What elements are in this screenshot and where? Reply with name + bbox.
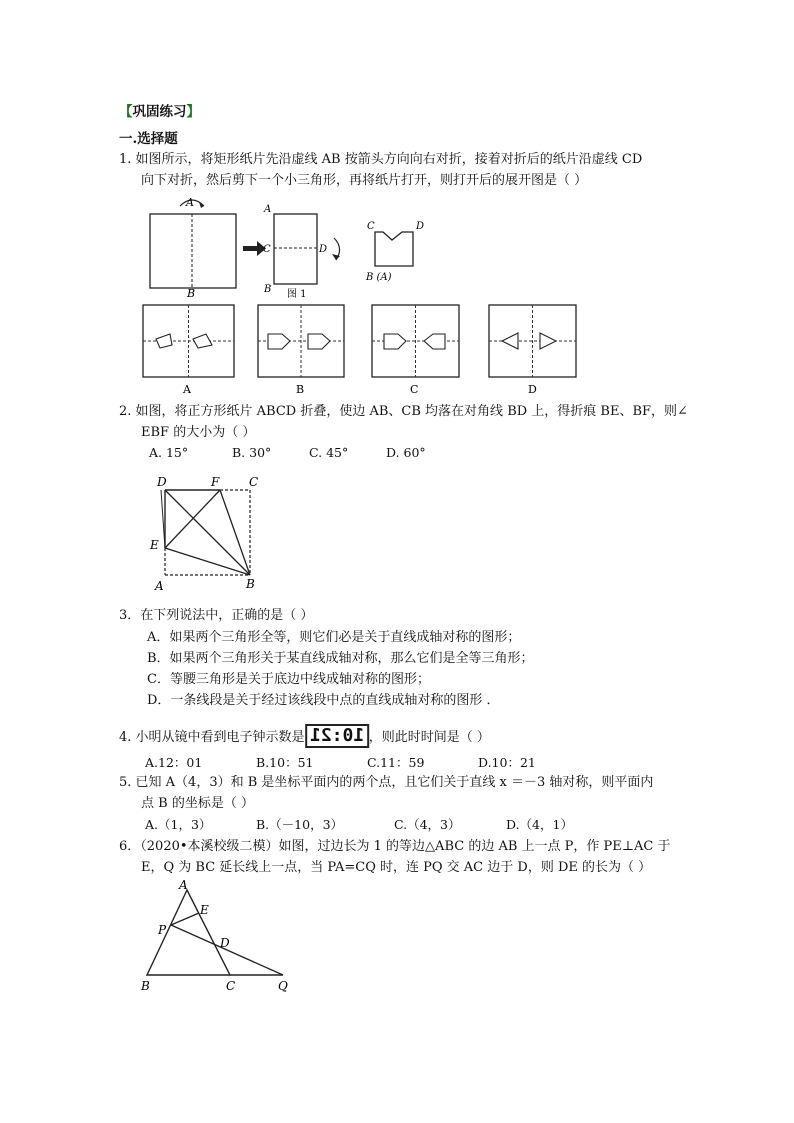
q2-option-b[interactable]: B. 30°	[232, 445, 272, 460]
q6-label-b: B	[141, 979, 150, 993]
q1-label-c3: C	[367, 221, 375, 232]
q3-stem: 3．在下列说法中，正确的是（ ）	[119, 608, 314, 623]
q5-line2: 点 B 的坐标是（ ）	[141, 796, 254, 811]
q1-half-rect	[274, 214, 317, 284]
q1-options-figure	[140, 300, 585, 400]
q1-option-label-a: A	[183, 383, 191, 396]
q6-label-p: P	[158, 923, 167, 937]
q2-option-d[interactable]: D. 60°	[386, 445, 426, 460]
q1-option-d[interactable]	[489, 305, 576, 377]
section-title	[119, 103, 200, 121]
q1-right-arrow-shaft	[243, 246, 257, 251]
q1-line1: 1. 如图所示，将矩形纸片先沿虚线 AB 按箭头方向向右对折，接着对折后的纸片沿虚线 CD	[119, 152, 643, 167]
q4-stem-before: 4. 小明从镜中看到电子钟示数是	[119, 730, 305, 745]
section-title-bracket-open: 【	[119, 104, 133, 120]
q4-option-b[interactable]: B.10：51	[256, 755, 314, 770]
q1-label-c2: C	[263, 244, 271, 255]
q1-cut-piece	[375, 232, 413, 266]
q1-option-label-d: D	[528, 383, 537, 396]
q5-option-c[interactable]: C.（4，3）	[394, 817, 461, 832]
section-title-text: 巩固练习	[132, 104, 187, 120]
part-heading: 一.选择题	[119, 131, 178, 147]
q1-option-c[interactable]	[372, 305, 459, 377]
q6-label-q: Q	[278, 979, 288, 993]
q1-label-a1: A	[186, 196, 194, 209]
q6-line2: E，Q 为 BC 延长线上一点，当 PA=CQ 时，连 PQ 交 AC 边于 D，则 DE 的长为（ ）	[141, 860, 652, 875]
q1-label-d3: D	[416, 221, 425, 232]
q1-label-ba: B (A)	[366, 272, 392, 283]
q1-option-a[interactable]	[143, 305, 234, 377]
q2-label-d: D	[157, 475, 167, 489]
q1-label-a2: A	[264, 204, 272, 215]
mirrored-clock-display: 10:21	[305, 724, 369, 748]
q6-line1: 6．（2020•本溪校级二模）如图，过边长为 1 的等边△ABC 的边 AB 上一点 P，作 PE⊥AC 于	[119, 839, 671, 854]
q5-line1: 5. 已知 A（4，3）和 B 是坐标平面内的两个点，且它们关于直线 x ＝－3 轴对称，则平面内	[119, 775, 654, 790]
q3-option-c[interactable]: C．等腰三角形是关于底边中线成轴对称的图形；	[147, 672, 430, 687]
q2-option-a[interactable]: A. 15°	[149, 445, 189, 460]
q1-label-b1: B	[187, 287, 196, 300]
q2-label-c: C	[249, 475, 259, 489]
q6-triangle-figure	[135, 878, 305, 996]
q3-option-a[interactable]: A．如果两个三角形全等，则它们必是关于直线成轴对称的图形；	[147, 630, 521, 645]
q2-label-b: B	[246, 577, 255, 591]
q1-fold-figure	[140, 196, 440, 300]
q1-line2: 向下对折，然后剪下一个小三角形，再将纸片打开，则打开后的展开图是（ ）	[141, 173, 588, 188]
q2-line2: EBF 的大小为（ ）	[141, 425, 256, 440]
q1-label-b2: B	[264, 284, 272, 295]
q3-option-d[interactable]: D．一条线段是关于经过该线段中点的直线成轴对称的图形 ．	[147, 693, 500, 708]
q2-line1: 2. 如图，将正方形纸片 ABCD 折叠，使边 AB、CB 均落在对角线 BD 上，得折痕 BE、BF，则∠	[119, 404, 688, 419]
q6-label-a: A	[179, 878, 188, 892]
q5-option-d[interactable]: D.（4，1）	[506, 817, 573, 832]
q1-label-d2: D	[319, 244, 328, 255]
q6-label-e: E	[200, 903, 209, 917]
q5-option-a[interactable]: A.（1，3）	[145, 817, 212, 832]
q3-option-b[interactable]: B．如果两个三角形关于某直线成轴对称，那么它们是全等三角形；	[147, 651, 534, 666]
q2-label-f: F	[211, 475, 220, 489]
q6-label-c: C	[226, 979, 236, 993]
q4-option-d[interactable]: D.10：21	[478, 755, 536, 770]
q1-option-label-c: C	[410, 383, 419, 396]
section-title-bracket-close: 】	[186, 104, 200, 120]
q4-stem-after: ，则此时时间是（ ）	[368, 730, 490, 745]
q1-option-label-b: B	[296, 383, 305, 396]
q4-option-a[interactable]: A.12：01	[145, 755, 203, 770]
q4-stem	[119, 724, 490, 748]
q1-paper-rect	[150, 214, 236, 288]
q1-option-b[interactable]	[258, 305, 344, 377]
q2-option-c[interactable]: C. 45°	[309, 445, 349, 460]
q2-label-e: E	[150, 538, 159, 552]
q6-label-d: D	[220, 936, 230, 950]
q4-option-c[interactable]: C.11：59	[367, 755, 425, 770]
q2-square-figure	[145, 470, 270, 595]
q5-option-b[interactable]: B.（－10，3）	[256, 817, 344, 832]
q1-label-fig1: 图 1	[287, 289, 307, 300]
q2-label-a: A	[155, 579, 164, 593]
